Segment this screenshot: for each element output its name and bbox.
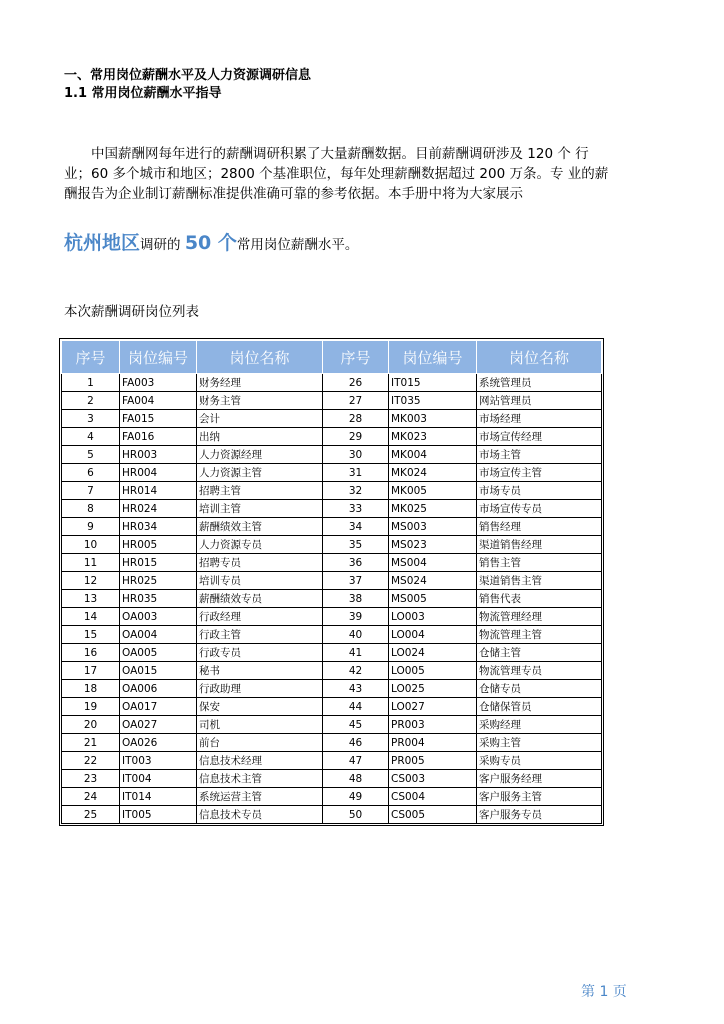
table-cell: 18: [62, 680, 120, 698]
table-cell: 物流管理经理: [477, 608, 602, 626]
header-cell: 岗位名称: [477, 341, 602, 374]
table-row: [62, 662, 602, 680]
count-highlight: 50 个: [184, 232, 237, 254]
table-cell: 司机: [197, 716, 323, 734]
table-cell: OA004: [120, 626, 197, 644]
table-cell: LO005: [389, 662, 477, 680]
table-cell: 客户服务专员: [477, 806, 602, 824]
table-cell: 14: [62, 608, 120, 626]
table-cell: LO004: [389, 626, 477, 644]
table-row: [62, 716, 602, 734]
table-cell: 27: [323, 392, 389, 410]
table-cell: HR003: [120, 446, 197, 464]
table-cell: 人力资源主管: [197, 464, 323, 482]
table-row: [62, 572, 602, 590]
table-cell: 出纳: [197, 428, 323, 446]
table-row: [62, 482, 602, 500]
table-cell: 19: [62, 698, 120, 716]
table-cell: MK023: [389, 428, 477, 446]
table-cell: 市场专员: [477, 482, 602, 500]
table-cell: 8: [62, 500, 120, 518]
table-cell: 34: [323, 518, 389, 536]
table-cell: FA004: [120, 392, 197, 410]
table-cell: 33: [323, 500, 389, 518]
table-cell: 21: [62, 734, 120, 752]
header-cell: 岗位名称: [197, 341, 323, 374]
region-highlight: 杭州地区: [64, 232, 141, 254]
table-cell: OA015: [120, 662, 197, 680]
list-caption: 本次薪酬调研岗位列表: [64, 304, 199, 320]
table-cell: IT004: [120, 770, 197, 788]
table-cell: 35: [323, 536, 389, 554]
table-cell: 信息技术经理: [197, 752, 323, 770]
table-row: [62, 608, 602, 626]
table-cell: 招聘主管: [197, 482, 323, 500]
table-cell: 5: [62, 446, 120, 464]
table-cell: LO024: [389, 644, 477, 662]
table-cell: 31: [323, 464, 389, 482]
table-row: [62, 446, 602, 464]
intro-text: [64, 144, 612, 204]
table-cell: LO003: [389, 608, 477, 626]
table-cell: MK003: [389, 410, 477, 428]
table-cell: 客户服务主管: [477, 788, 602, 806]
table-cell: 信息技术主管: [197, 770, 323, 788]
table-cell: CS005: [389, 806, 477, 824]
table-cell: PR003: [389, 716, 477, 734]
table-cell: 25: [62, 806, 120, 824]
table-cell: HR014: [120, 482, 197, 500]
table-cell: 28: [323, 410, 389, 428]
table-cell: 37: [323, 572, 389, 590]
table-cell: 仓储专员: [477, 680, 602, 698]
table-cell: 6: [62, 464, 120, 482]
table-cell: MS024: [389, 572, 477, 590]
table-cell: 49: [323, 788, 389, 806]
table-cell: MK005: [389, 482, 477, 500]
table-cell: HR035: [120, 590, 197, 608]
table-cell: MS003: [389, 518, 477, 536]
table-row: [62, 392, 602, 410]
table-cell: 32: [323, 482, 389, 500]
table-cell: 50: [323, 806, 389, 824]
table-cell: HR024: [120, 500, 197, 518]
subsection-heading: 1.1 常用岗位薪酬水平指导: [64, 86, 222, 101]
table-cell: 1: [62, 374, 120, 392]
table-cell: 系统运营主管: [197, 788, 323, 806]
table-cell: 财务主管: [197, 392, 323, 410]
table-row: [62, 410, 602, 428]
page-number: 第 1 页: [581, 984, 627, 1000]
table-cell: 23: [62, 770, 120, 788]
table-cell: MS005: [389, 590, 477, 608]
table-cell: HR004: [120, 464, 197, 482]
table-cell: IT035: [389, 392, 477, 410]
table-cell: 20: [62, 716, 120, 734]
table-cell: PR005: [389, 752, 477, 770]
table-cell: 3: [62, 410, 120, 428]
table-cell: 秘书: [197, 662, 323, 680]
table-cell: FA016: [120, 428, 197, 446]
table-cell: OA005: [120, 644, 197, 662]
header-cell: 序号: [323, 341, 389, 374]
tail-text: 常用岗位薪酬水平。: [236, 237, 359, 253]
table-cell: 渠道销售主管: [477, 572, 602, 590]
table-row: [62, 428, 602, 446]
table-row: [62, 590, 602, 608]
table-cell: LO027: [389, 698, 477, 716]
table-header-row: [62, 341, 602, 374]
table-cell: 13: [62, 590, 120, 608]
table-row: [62, 518, 602, 536]
table-cell: 26: [323, 374, 389, 392]
table-cell: HR015: [120, 554, 197, 572]
table-cell: 行政经理: [197, 608, 323, 626]
table-row: [62, 680, 602, 698]
intro-paragraph: 中国薪酬网每年进行的薪酬调研积累了大量薪酬数据。目前薪酬调研涉及 120 个 行业；60 多个城市和地区；2800 个基准职位，每年处理薪酬数据超过 200 万条。专 业的薪酬报告为企业制订薪酬标准提供准确可靠的参考依据。本手册中将为大家展示: [64, 146, 609, 202]
table-cell: HR034: [120, 518, 197, 536]
table-row: [62, 788, 602, 806]
table-row: [62, 734, 602, 752]
table-cell: 42: [323, 662, 389, 680]
table-cell: 11: [62, 554, 120, 572]
table-cell: 市场宣传主管: [477, 464, 602, 482]
table-cell: 45: [323, 716, 389, 734]
table-cell: 物流管理专员: [477, 662, 602, 680]
table-cell: 市场宣传专员: [477, 500, 602, 518]
table-row: [62, 536, 602, 554]
header-cell: 岗位编号: [120, 341, 197, 374]
table-cell: HR025: [120, 572, 197, 590]
table-cell: 30: [323, 446, 389, 464]
table-cell: 39: [323, 608, 389, 626]
table-cell: 48: [323, 770, 389, 788]
table-cell: 客户服务经理: [477, 770, 602, 788]
table-cell: 16: [62, 644, 120, 662]
table-cell: 2: [62, 392, 120, 410]
table-cell: 12: [62, 572, 120, 590]
table-cell: OA027: [120, 716, 197, 734]
table-cell: 销售经理: [477, 518, 602, 536]
table-cell: 招聘专员: [197, 554, 323, 572]
table-cell: 采购专员: [477, 752, 602, 770]
table-row: [62, 770, 602, 788]
table-cell: 9: [62, 518, 120, 536]
table-row: [62, 806, 602, 824]
table-cell: MK025: [389, 500, 477, 518]
table-cell: MS023: [389, 536, 477, 554]
table-cell: 17: [62, 662, 120, 680]
table-row: [62, 698, 602, 716]
table-cell: 10: [62, 536, 120, 554]
table-cell: OA006: [120, 680, 197, 698]
table-cell: 销售主管: [477, 554, 602, 572]
table-cell: 前台: [197, 734, 323, 752]
position-table-frame: [59, 338, 604, 826]
table-cell: 41: [323, 644, 389, 662]
table-cell: CS004: [389, 788, 477, 806]
table-row: [62, 464, 602, 482]
table-cell: PR004: [389, 734, 477, 752]
table-cell: CS003: [389, 770, 477, 788]
table-cell: LO025: [389, 680, 477, 698]
table-cell: 仓储主管: [477, 644, 602, 662]
table-cell: 采购主管: [477, 734, 602, 752]
table-cell: MK024: [389, 464, 477, 482]
table-cell: 财务经理: [197, 374, 323, 392]
table-cell: HR005: [120, 536, 197, 554]
table-cell: 会计: [197, 410, 323, 428]
table-cell: FA003: [120, 374, 197, 392]
table-row: [62, 644, 602, 662]
table-cell: FA015: [120, 410, 197, 428]
table-cell: IT003: [120, 752, 197, 770]
table-cell: 人力资源专员: [197, 536, 323, 554]
table-cell: 仓储保管员: [477, 698, 602, 716]
header-cell: 岗位编号: [389, 341, 477, 374]
table-cell: 44: [323, 698, 389, 716]
highlight-line: [64, 228, 358, 255]
table-cell: 22: [62, 752, 120, 770]
table-cell: 培训主管: [197, 500, 323, 518]
table-cell: 采购经理: [477, 716, 602, 734]
table-cell: 网站管理员: [477, 392, 602, 410]
table-cell: 36: [323, 554, 389, 572]
table-cell: 培训专员: [197, 572, 323, 590]
table-cell: 4: [62, 428, 120, 446]
table-cell: 系统管理员: [477, 374, 602, 392]
table-cell: MK004: [389, 446, 477, 464]
table-cell: 物流管理主管: [477, 626, 602, 644]
table-cell: OA003: [120, 608, 197, 626]
header-cell: 序号: [62, 341, 120, 374]
table-cell: 保安: [197, 698, 323, 716]
table-cell: 38: [323, 590, 389, 608]
table-cell: 46: [323, 734, 389, 752]
table-row: [62, 500, 602, 518]
table-cell: 40: [323, 626, 389, 644]
table-cell: 行政助理: [197, 680, 323, 698]
table-cell: IT005: [120, 806, 197, 824]
table-cell: 43: [323, 680, 389, 698]
table-cell: 7: [62, 482, 120, 500]
table-cell: IT015: [389, 374, 477, 392]
table-cell: 行政主管: [197, 626, 323, 644]
table-cell: 信息技术专员: [197, 806, 323, 824]
table-row: [62, 374, 602, 392]
table-cell: 市场经理: [477, 410, 602, 428]
table-cell: IT014: [120, 788, 197, 806]
table-cell: 市场主管: [477, 446, 602, 464]
table-cell: 24: [62, 788, 120, 806]
table-cell: MS004: [389, 554, 477, 572]
table-cell: 薪酬绩效主管: [197, 518, 323, 536]
section-heading: 一、常用岗位薪酬水平及人力资源调研信息: [64, 68, 312, 83]
mid-text: 调研的: [140, 237, 185, 253]
table-row: [62, 752, 602, 770]
table-cell: 销售代表: [477, 590, 602, 608]
table-cell: OA026: [120, 734, 197, 752]
table-cell: 15: [62, 626, 120, 644]
table-cell: OA017: [120, 698, 197, 716]
table-row: [62, 626, 602, 644]
table-cell: 薪酬绩效专员: [197, 590, 323, 608]
table-cell: 人力资源经理: [197, 446, 323, 464]
table-cell: 29: [323, 428, 389, 446]
table-cell: 市场宣传经理: [477, 428, 602, 446]
table-row: [62, 554, 602, 572]
position-table: [61, 340, 602, 824]
table-cell: 渠道销售经理: [477, 536, 602, 554]
table-cell: 行政专员: [197, 644, 323, 662]
table-cell: 47: [323, 752, 389, 770]
